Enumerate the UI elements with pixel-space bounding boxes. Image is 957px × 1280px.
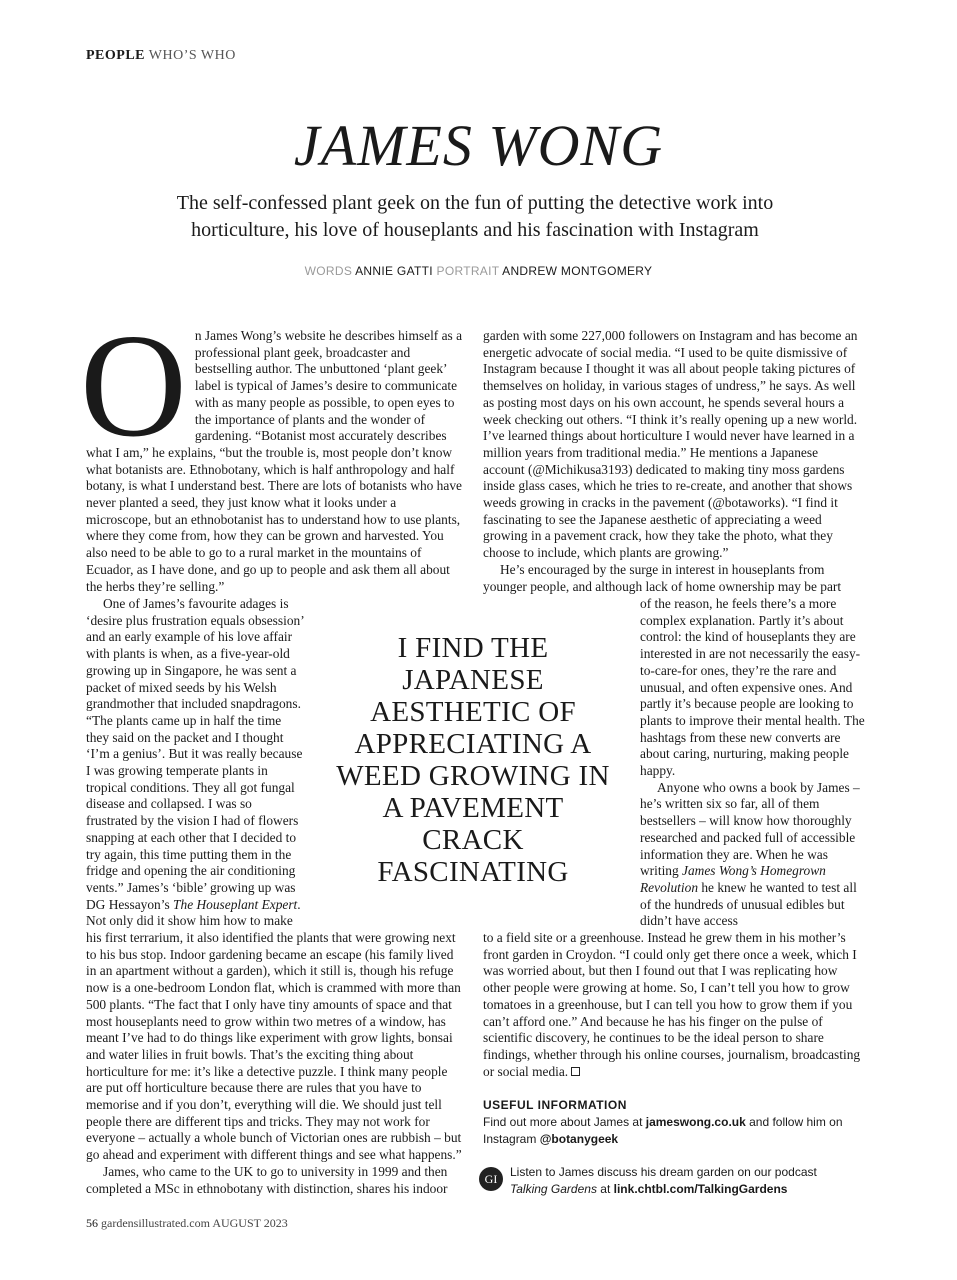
footer-site: gardensillustrated.com (101, 1216, 210, 1230)
paragraph-6 (640, 780, 865, 930)
section-label-bold: PEOPLE (86, 48, 146, 63)
paragraph-5: He’s encouraged by the surge in interest in houseplants from younger people, and although lack of home ownership may be part (483, 561, 842, 594)
credits (0, 264, 957, 278)
page-title: JAMES WONG (293, 113, 664, 178)
article-column-1-top (80, 304, 464, 595)
book-title-2: James Wong’s Homegrown Revolution (640, 863, 826, 895)
footer-date: AUGUST 2023 (212, 1216, 288, 1230)
podcast-text-1: Listen to James discuss his dream garden on our podcast (510, 1165, 817, 1179)
section-label (86, 48, 236, 64)
book-title: The Houseplant Expert (173, 896, 298, 912)
useful-info-text (483, 1114, 853, 1147)
paragraph-6-text-c: to a field site or a greenhouse. Instead he grew them in his mother’s front garden in Croydon. “I could only get there once a week, which I was worried about, but then I found out that I was replicating how other people were growing at home. So, I can’t tell you how to grow tomatoes in a greenhouse, but I can tell you how to grow them if you can’t afford one.” And because he has his finger on the pulse of scientific discovery, he continues to be the ideal person to share findings, whether through his online courses, journalism, broadcasting or social media. (483, 930, 861, 1079)
pull-quote: I FIND THE JAPANESE AESTHETIC OF APPRECIATING A WEED GROWING IN A PAVEMENT CRACK FASCINATING (336, 632, 610, 888)
useful-text-1: Find out more about James at (483, 1115, 646, 1129)
paragraph-2-text: One of James’s favourite adages is ‘desire plus frustration equals obsession’ and an early example of his love affair with plants is when, as a five-year-old growing up in Singapore, he was sent a packet of mixed seeds by his Welsh grandmother that included snapdragons. “The plants came up in half the time they said on the packet and I thought ‘I’m a genius’. But it was really because I was growing temperate plants in tropical conditions. They all got fungal disease and collapsed. I was so frustrated by the vision I had of flowers snapping at each other that I decided to try again, this time putting them in the fridge and opening the air conditioning vents.” James’s ‘bible’ growing up was DG Hessayon’s (86, 596, 304, 912)
gi-logo-icon: GI (479, 1167, 503, 1191)
section-label-rest: WHO’S WHO (148, 48, 236, 63)
paragraph-3: James, who came to the UK to go to university in 1999 and then completed a MSc in ethnobotany with distinction, shares his indoor (86, 1163, 448, 1196)
useful-info-heading: USEFUL INFORMATION (483, 1098, 627, 1112)
article-column-2-top (483, 328, 863, 595)
page-footer (86, 1216, 288, 1231)
standfirst: The self-confessed plant geek on the fun of putting the detective work into horticulture, his love of houseplants and his fascination with Instagram (176, 192, 774, 241)
portrait-name: ANDREW MONTGOMERY (502, 264, 653, 278)
paragraph-2-continued: his first terrarium, it also identified the plants that were growing next to his bus stop. Indoor gardening became an escape (his family lived in an apartment without a garden), which it still is, though his refuge now is a one-bedroom London flat, which is crammed with more than 500 plants. “The fact that I only have tiny amounts of space and that most houseplants need to grow within two metres of a window, has meant I’ve had to do things like experiment with grow lights, bonsai and water lilies in fruit bowls. That’s the exciting thing about horticulture for me: it’s like a detective puzzle. I think many people are put off horticulture because there are rules that you have to memorise and if you don’t, everything will die. We should just tell people there are different tips and tricks. They may not work for everyone – actually a whole bunch of Victorian ones are rubbish – but go ahead and experiment with different things and see what happens.” (86, 930, 462, 1163)
words-name: ANNIE GATTI (355, 264, 433, 278)
article-column-2-middle (640, 596, 865, 930)
paragraph-6-continued (483, 930, 863, 1080)
paragraph-5-continued: of the reason, he feels there’s a more complex explanation. Partly it’s about control: the kind of houseplants they are interested in are not necessarily the easy-to-care-for ones, they’re the rare and unusual, and often expensive ones. And partly it’s because people are looking to plants to improve their mental health. The hashtags from these new converts are about caring, nurturing, making people happy. (640, 596, 865, 779)
paragraph-2-text-b: . Not only did it show him how to make (86, 896, 301, 929)
drop-cap: O (80, 304, 187, 468)
podcast-promo (510, 1164, 860, 1197)
portrait-label: PORTRAIT (436, 264, 500, 278)
podcast-text-2: at (596, 1181, 614, 1196)
article-column-1-middle (86, 596, 304, 930)
podcast-link[interactable]: link.chtbl.com/TalkingGardens (613, 1181, 788, 1196)
instagram-handle[interactable]: @botanygeek (539, 1131, 619, 1146)
article-column-2-bottom (483, 930, 863, 1080)
words-label: WORDS (304, 264, 353, 278)
useful-text-2: and follow him on Instagram (483, 1115, 843, 1146)
end-mark-icon (571, 1067, 580, 1076)
paragraph-4: garden with some 227,000 followers on Instagram and has become an energetic advocate of social media. “I used to be quite dismissive of Instagram because I thought it was all about people taking pictures of themselves on holiday, in various stages of undress,” he says. As well as posting most days on his own account, he spends several hours a week checking out others. “I think it’s really opening up a new world. I’ve learned things about horticulture I would never have learned in a million years from traditional media.” He mentions a Japanese account (@Michikusa3193) dedicated to making tiny moss gardens inside glass cases, which he tries to re-create, and another that shows weeds growing in cracks in the pavement (@botaworks). “I find it fascinating to see the Japanese aesthetic of appreciating a weed growing in a pavement crack, how they take the photo, what they choose to include, which plants are growing.” (483, 328, 858, 561)
podcast-show-name: Talking Gardens (510, 1181, 597, 1196)
article-column-1-bottom (86, 930, 464, 1197)
page-number: 56 (86, 1216, 98, 1230)
paragraph-1: n James Wong’s website he describes himself as a professional plant geek, broadcaster and bestselling author. The unbuttoned ‘plant geek’ label is typical of James’s desire to communicate with as many people as possible, to open eyes to the importance of plants and the wonder of gardening. “Botanist most accurately describes what I am,” he explains, “but the trouble is, most people don’t know what botanists are. Ethnobotany, which is half anthropology and half botany, is what I understand best. There are lots of botanists who have never planted a seed, they just know what it looks under a microscope, but an ethnobotanist has to understand how to use plants, where they come from, how they can be grown and harvested. You also need to be able to go to a rural market in the mountains of Ecuador, as I have done, and go up to people and ask them all about the herbs they’re selling.” (86, 328, 463, 594)
website-link[interactable]: jameswong.co.uk (645, 1115, 746, 1129)
paragraph-6-text-b: he knew he wanted to test all of the hundreds of unusual edibles but didn’t have access (640, 879, 857, 929)
paragraph-6-text: Anyone who owns a book by James – he’s written six so far, all of them bestsellers – will know how thoroughly researched and packed full of accessible information they are. When he was writing (640, 779, 860, 879)
paragraph-2 (86, 596, 304, 930)
